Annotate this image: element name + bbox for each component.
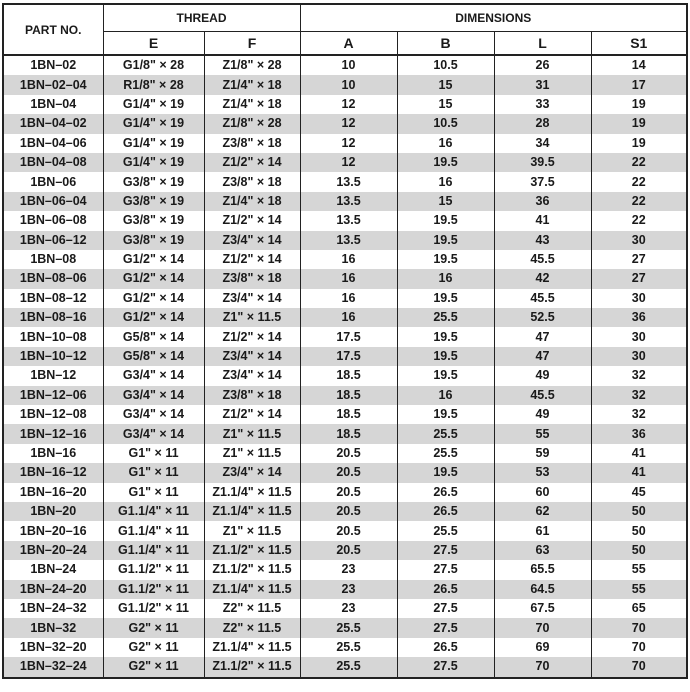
cell-dim-a: 17.5 [300, 327, 397, 346]
cell-part-no: 1BN–16 [3, 444, 103, 463]
cell-dim-s1: 19 [591, 114, 687, 133]
cell-thread-e: G1/4" × 19 [103, 153, 204, 172]
cell-dim-b: 27.5 [397, 599, 494, 618]
header-col-s1: S1 [591, 32, 687, 56]
cell-thread-f: Z3/4" × 14 [204, 347, 300, 366]
cell-thread-e: G1/4" × 19 [103, 114, 204, 133]
cell-thread-f: Z1/4" × 18 [204, 192, 300, 211]
cell-dim-l: 39.5 [494, 153, 591, 172]
cell-dim-l: 59 [494, 444, 591, 463]
cell-dim-a: 18.5 [300, 424, 397, 443]
parts-dimensions-table [2, 3, 688, 679]
cell-part-no: 1BN–04 [3, 95, 103, 114]
header-col-e: E [103, 32, 204, 56]
cell-dim-b: 25.5 [397, 521, 494, 540]
table-body [3, 55, 687, 678]
cell-dim-l: 70 [494, 618, 591, 637]
cell-dim-a: 25.5 [300, 618, 397, 637]
cell-dim-b: 26.5 [397, 638, 494, 657]
cell-part-no: 1BN–04–08 [3, 153, 103, 172]
table-row [3, 308, 687, 327]
cell-dim-b: 15 [397, 192, 494, 211]
cell-thread-e: G3/8" × 19 [103, 172, 204, 191]
cell-part-no: 1BN–24–32 [3, 599, 103, 618]
cell-dim-s1: 22 [591, 153, 687, 172]
cell-thread-e: G1.1/2" × 11 [103, 560, 204, 579]
cell-part-no: 1BN–32 [3, 618, 103, 637]
cell-part-no: 1BN–10–12 [3, 347, 103, 366]
table-row [3, 269, 687, 288]
cell-part-no: 1BN–08 [3, 250, 103, 269]
cell-dim-a: 20.5 [300, 521, 397, 540]
cell-thread-e: G1/4" × 19 [103, 95, 204, 114]
cell-dim-b: 15 [397, 75, 494, 94]
cell-part-no: 1BN–02 [3, 55, 103, 75]
cell-dim-s1: 55 [591, 580, 687, 599]
cell-dim-a: 20.5 [300, 502, 397, 521]
cell-dim-s1: 36 [591, 308, 687, 327]
cell-part-no: 1BN–20–24 [3, 541, 103, 560]
cell-dim-l: 49 [494, 366, 591, 385]
cell-dim-b: 19.5 [397, 366, 494, 385]
cell-thread-e: G5/8" × 14 [103, 347, 204, 366]
table-row [3, 211, 687, 230]
cell-thread-f: Z1.1/4" × 11.5 [204, 502, 300, 521]
cell-thread-f: Z1/2" × 14 [204, 327, 300, 346]
header-dimensions: DIMENSIONS [300, 4, 687, 32]
cell-dim-a: 18.5 [300, 366, 397, 385]
cell-dim-s1: 30 [591, 327, 687, 346]
cell-thread-e: G1/2" × 14 [103, 308, 204, 327]
cell-dim-l: 60 [494, 483, 591, 502]
parts-table-container [2, 3, 688, 679]
cell-dim-a: 16 [300, 308, 397, 327]
cell-part-no: 1BN–04–02 [3, 114, 103, 133]
cell-part-no: 1BN–04–06 [3, 134, 103, 153]
cell-dim-a: 10 [300, 75, 397, 94]
cell-dim-s1: 19 [591, 95, 687, 114]
cell-thread-f: Z1/4" × 18 [204, 95, 300, 114]
cell-dim-s1: 19 [591, 134, 687, 153]
cell-dim-b: 15 [397, 95, 494, 114]
cell-dim-l: 69 [494, 638, 591, 657]
cell-dim-s1: 41 [591, 444, 687, 463]
table-row [3, 95, 687, 114]
cell-dim-a: 25.5 [300, 657, 397, 677]
cell-thread-f: Z3/4" × 14 [204, 231, 300, 250]
cell-dim-a: 12 [300, 114, 397, 133]
cell-dim-s1: 30 [591, 231, 687, 250]
cell-part-no: 1BN–20 [3, 502, 103, 521]
cell-dim-l: 42 [494, 269, 591, 288]
cell-dim-l: 53 [494, 463, 591, 482]
cell-dim-b: 19.5 [397, 211, 494, 230]
cell-dim-b: 27.5 [397, 657, 494, 677]
cell-dim-s1: 70 [591, 657, 687, 677]
table-row [3, 521, 687, 540]
cell-dim-s1: 27 [591, 250, 687, 269]
table-row [3, 502, 687, 521]
cell-thread-e: R1/8" × 28 [103, 75, 204, 94]
cell-thread-e: G1/2" × 14 [103, 289, 204, 308]
table-row [3, 618, 687, 637]
cell-thread-f: Z1/4" × 18 [204, 75, 300, 94]
cell-dim-a: 18.5 [300, 386, 397, 405]
cell-thread-f: Z1" × 11.5 [204, 424, 300, 443]
cell-thread-f: Z1.1/4" × 11.5 [204, 580, 300, 599]
cell-thread-e: G3/8" × 19 [103, 231, 204, 250]
cell-dim-s1: 32 [591, 405, 687, 424]
table-row [3, 483, 687, 502]
cell-dim-a: 25.5 [300, 638, 397, 657]
cell-thread-e: G2" × 11 [103, 638, 204, 657]
cell-thread-e: G1/8" × 28 [103, 55, 204, 75]
cell-thread-f: Z3/4" × 14 [204, 463, 300, 482]
cell-dim-b: 16 [397, 386, 494, 405]
table-row [3, 424, 687, 443]
cell-dim-a: 12 [300, 153, 397, 172]
cell-dim-l: 52.5 [494, 308, 591, 327]
cell-part-no: 1BN–24–20 [3, 580, 103, 599]
cell-thread-e: G1.1/4" × 11 [103, 541, 204, 560]
table-row [3, 289, 687, 308]
cell-dim-l: 33 [494, 95, 591, 114]
cell-dim-b: 26.5 [397, 580, 494, 599]
cell-thread-f: Z2" × 11.5 [204, 618, 300, 637]
cell-dim-l: 45.5 [494, 289, 591, 308]
table-row [3, 250, 687, 269]
table-row [3, 75, 687, 94]
cell-thread-f: Z1.1/4" × 11.5 [204, 638, 300, 657]
cell-dim-l: 67.5 [494, 599, 591, 618]
cell-dim-b: 27.5 [397, 560, 494, 579]
cell-dim-s1: 36 [591, 424, 687, 443]
cell-thread-e: G1.1/2" × 11 [103, 580, 204, 599]
cell-dim-b: 26.5 [397, 502, 494, 521]
cell-dim-l: 47 [494, 327, 591, 346]
table-row [3, 560, 687, 579]
cell-dim-s1: 27 [591, 269, 687, 288]
cell-thread-e: G2" × 11 [103, 657, 204, 677]
cell-thread-f: Z2" × 11.5 [204, 599, 300, 618]
cell-dim-b: 19.5 [397, 250, 494, 269]
table-row [3, 327, 687, 346]
cell-part-no: 1BN–06–08 [3, 211, 103, 230]
table-row [3, 386, 687, 405]
cell-dim-a: 18.5 [300, 405, 397, 424]
cell-dim-l: 43 [494, 231, 591, 250]
cell-thread-e: G1" × 11 [103, 483, 204, 502]
cell-part-no: 1BN–06–12 [3, 231, 103, 250]
cell-part-no: 1BN–20–16 [3, 521, 103, 540]
header-col-a: A [300, 32, 397, 56]
cell-dim-l: 63 [494, 541, 591, 560]
cell-dim-l: 55 [494, 424, 591, 443]
cell-thread-f: Z3/8" × 18 [204, 134, 300, 153]
cell-thread-e: G3/4" × 14 [103, 405, 204, 424]
cell-dim-b: 25.5 [397, 424, 494, 443]
cell-dim-l: 64.5 [494, 580, 591, 599]
cell-dim-s1: 70 [591, 618, 687, 637]
cell-thread-e: G3/8" × 19 [103, 192, 204, 211]
cell-dim-b: 16 [397, 134, 494, 153]
cell-dim-l: 26 [494, 55, 591, 75]
cell-part-no: 1BN–16–20 [3, 483, 103, 502]
header-thread: THREAD [103, 4, 300, 32]
table-row [3, 638, 687, 657]
cell-dim-a: 12 [300, 95, 397, 114]
header-col-b: B [397, 32, 494, 56]
cell-dim-s1: 70 [591, 638, 687, 657]
cell-dim-b: 16 [397, 172, 494, 191]
cell-dim-s1: 55 [591, 560, 687, 579]
cell-dim-a: 13.5 [300, 192, 397, 211]
cell-dim-b: 16 [397, 269, 494, 288]
cell-dim-a: 12 [300, 134, 397, 153]
table-header [3, 4, 687, 55]
cell-thread-e: G1" × 11 [103, 444, 204, 463]
cell-dim-b: 19.5 [397, 289, 494, 308]
cell-thread-e: G1.1/4" × 11 [103, 502, 204, 521]
cell-part-no: 1BN–02–04 [3, 75, 103, 94]
cell-part-no: 1BN–12–16 [3, 424, 103, 443]
cell-dim-a: 16 [300, 289, 397, 308]
cell-dim-l: 41 [494, 211, 591, 230]
cell-thread-e: G1.1/2" × 11 [103, 599, 204, 618]
cell-dim-b: 19.5 [397, 405, 494, 424]
cell-thread-f: Z3/4" × 14 [204, 289, 300, 308]
cell-dim-a: 20.5 [300, 483, 397, 502]
cell-part-no: 1BN–08–12 [3, 289, 103, 308]
cell-dim-b: 25.5 [397, 308, 494, 327]
cell-part-no: 1BN–06 [3, 172, 103, 191]
cell-dim-b: 27.5 [397, 541, 494, 560]
cell-part-no: 1BN–16–12 [3, 463, 103, 482]
cell-thread-f: Z1/8" × 28 [204, 114, 300, 133]
cell-dim-a: 16 [300, 250, 397, 269]
table-row [3, 541, 687, 560]
table-row [3, 192, 687, 211]
cell-dim-s1: 65 [591, 599, 687, 618]
header-part-no: PART NO. [3, 4, 103, 55]
cell-dim-a: 20.5 [300, 444, 397, 463]
cell-dim-l: 28 [494, 114, 591, 133]
cell-dim-l: 49 [494, 405, 591, 424]
cell-thread-f: Z3/8" × 18 [204, 269, 300, 288]
cell-thread-f: Z1.1/4" × 11.5 [204, 483, 300, 502]
cell-dim-s1: 30 [591, 289, 687, 308]
cell-dim-a: 13.5 [300, 172, 397, 191]
cell-thread-f: Z1" × 11.5 [204, 444, 300, 463]
cell-dim-l: 47 [494, 347, 591, 366]
cell-part-no: 1BN–10–08 [3, 327, 103, 346]
header-col-f: F [204, 32, 300, 56]
cell-dim-b: 25.5 [397, 444, 494, 463]
cell-dim-s1: 41 [591, 463, 687, 482]
cell-thread-f: Z1.1/2" × 11.5 [204, 560, 300, 579]
cell-dim-s1: 50 [591, 502, 687, 521]
cell-thread-f: Z3/8" × 18 [204, 172, 300, 191]
cell-part-no: 1BN–12 [3, 366, 103, 385]
table-row [3, 172, 687, 191]
cell-dim-s1: 32 [591, 366, 687, 385]
table-row [3, 114, 687, 133]
table-row [3, 463, 687, 482]
cell-dim-s1: 22 [591, 172, 687, 191]
cell-dim-b: 19.5 [397, 463, 494, 482]
cell-dim-a: 20.5 [300, 463, 397, 482]
cell-dim-s1: 17 [591, 75, 687, 94]
cell-thread-f: Z3/8" × 18 [204, 386, 300, 405]
cell-dim-a: 20.5 [300, 541, 397, 560]
table-row [3, 366, 687, 385]
cell-part-no: 1BN–32–24 [3, 657, 103, 677]
cell-thread-e: G1.1/4" × 11 [103, 521, 204, 540]
cell-dim-b: 26.5 [397, 483, 494, 502]
cell-thread-f: Z1.1/2" × 11.5 [204, 657, 300, 677]
cell-dim-a: 16 [300, 269, 397, 288]
cell-thread-e: G3/4" × 14 [103, 366, 204, 385]
cell-thread-e: G2" × 11 [103, 618, 204, 637]
cell-dim-l: 31 [494, 75, 591, 94]
cell-part-no: 1BN–12–08 [3, 405, 103, 424]
cell-dim-s1: 30 [591, 347, 687, 366]
cell-part-no: 1BN–06–04 [3, 192, 103, 211]
cell-thread-f: Z1/8" × 28 [204, 55, 300, 75]
cell-dim-l: 45.5 [494, 250, 591, 269]
cell-thread-e: G3/4" × 14 [103, 386, 204, 405]
cell-dim-b: 19.5 [397, 347, 494, 366]
cell-thread-e: G5/8" × 14 [103, 327, 204, 346]
cell-dim-l: 37.5 [494, 172, 591, 191]
table-row [3, 347, 687, 366]
cell-part-no: 1BN–24 [3, 560, 103, 579]
header-col-l: L [494, 32, 591, 56]
cell-dim-b: 10.5 [397, 114, 494, 133]
cell-dim-a: 23 [300, 560, 397, 579]
cell-dim-l: 62 [494, 502, 591, 521]
cell-dim-l: 45.5 [494, 386, 591, 405]
cell-dim-s1: 50 [591, 521, 687, 540]
cell-thread-f: Z1/2" × 14 [204, 211, 300, 230]
cell-dim-b: 19.5 [397, 231, 494, 250]
cell-dim-l: 61 [494, 521, 591, 540]
cell-dim-s1: 14 [591, 55, 687, 75]
cell-dim-a: 23 [300, 599, 397, 618]
cell-thread-f: Z1" × 11.5 [204, 521, 300, 540]
cell-thread-f: Z3/4" × 14 [204, 366, 300, 385]
cell-dim-a: 23 [300, 580, 397, 599]
table-row [3, 580, 687, 599]
cell-part-no: 1BN–32–20 [3, 638, 103, 657]
table-row [3, 231, 687, 250]
cell-part-no: 1BN–12–06 [3, 386, 103, 405]
table-row [3, 599, 687, 618]
cell-dim-b: 19.5 [397, 153, 494, 172]
cell-dim-a: 13.5 [300, 211, 397, 230]
cell-thread-e: G3/8" × 19 [103, 211, 204, 230]
cell-part-no: 1BN–08–06 [3, 269, 103, 288]
cell-dim-s1: 45 [591, 483, 687, 502]
cell-dim-a: 10 [300, 55, 397, 75]
cell-dim-a: 17.5 [300, 347, 397, 366]
cell-dim-l: 65.5 [494, 560, 591, 579]
cell-dim-b: 19.5 [397, 327, 494, 346]
cell-dim-s1: 22 [591, 192, 687, 211]
table-row [3, 444, 687, 463]
cell-dim-a: 13.5 [300, 231, 397, 250]
cell-dim-l: 34 [494, 134, 591, 153]
cell-dim-s1: 50 [591, 541, 687, 560]
table-row [3, 134, 687, 153]
cell-thread-e: G3/4" × 14 [103, 424, 204, 443]
cell-part-no: 1BN–08–16 [3, 308, 103, 327]
cell-thread-f: Z1" × 11.5 [204, 308, 300, 327]
table-row [3, 55, 687, 75]
cell-thread-f: Z1/2" × 14 [204, 405, 300, 424]
cell-dim-b: 27.5 [397, 618, 494, 637]
cell-dim-b: 10.5 [397, 55, 494, 75]
cell-thread-f: Z1/2" × 14 [204, 250, 300, 269]
cell-thread-e: G1/2" × 14 [103, 269, 204, 288]
cell-thread-e: G1/2" × 14 [103, 250, 204, 269]
table-row [3, 405, 687, 424]
cell-thread-f: Z1/2" × 14 [204, 153, 300, 172]
cell-dim-s1: 32 [591, 386, 687, 405]
table-row [3, 153, 687, 172]
cell-dim-s1: 22 [591, 211, 687, 230]
table-row [3, 657, 687, 677]
cell-thread-e: G1/4" × 19 [103, 134, 204, 153]
cell-thread-e: G1" × 11 [103, 463, 204, 482]
cell-dim-l: 70 [494, 657, 591, 677]
cell-thread-f: Z1.1/2" × 11.5 [204, 541, 300, 560]
cell-dim-l: 36 [494, 192, 591, 211]
